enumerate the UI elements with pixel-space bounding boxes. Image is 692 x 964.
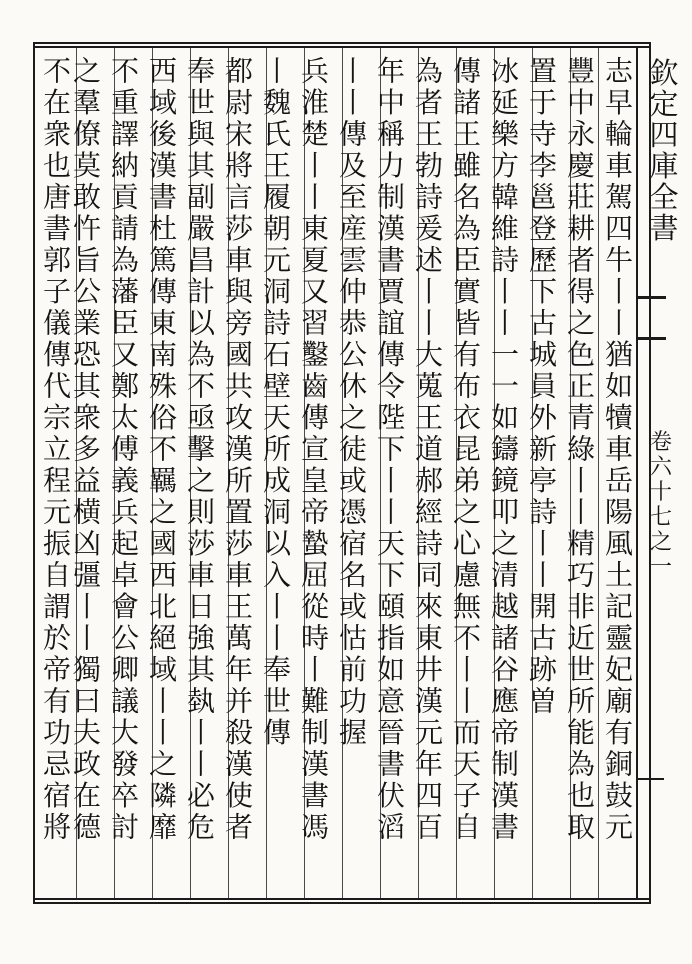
margin-title-char: 全 [649,180,679,214]
text-column-7 [370,56,408,896]
margin-juan-char: 十 [649,480,672,505]
text-column-13 [142,56,180,896]
column-text: 丨丨傳及至産雲仲恭公休之徒或憑宿名或怙前功握 [335,56,368,749]
column-text: 傳諸王雖名為臣實皆有布衣昆弟之心慮無不丨丨而天子自 [449,56,482,844]
margin-title-char: 定 [649,87,679,121]
text-column-8 [332,56,370,896]
column-text: 不重譯納貢請為藩臣又鄭太傅義兵起卓會公卿議大發卒討 [107,56,140,844]
column-text: 置于寺李邕登歷下古城員外新亭詩丨丨開古跡曽 [525,56,558,718]
text-column-10 [256,56,294,896]
text-column-9 [294,56,332,896]
column-text: 西域後漢書杜篤傳東南殊俗不羈之國西北絕域丨丨之隣靡 [145,56,178,844]
margin-title-char: 書 [649,211,679,245]
margin-book-title [641,58,687,244]
text-column-2 [560,56,598,896]
text-column-6 [408,56,446,896]
margin-divider [636,778,664,780]
text-column-12 [180,56,218,896]
text-column-5 [446,56,484,896]
column-text: 丨魏氏王履朝元洞詩石壁天所成洞以入丨丨奉世傳 [259,56,292,749]
margin-juan-char: 之 [649,530,672,555]
column-text: 之羣僚莫敢忤旨公業恐其衆多益横凶彊丨丨獨曰夫政在德 [69,56,102,844]
margin-title-char: 四 [649,118,679,152]
bottom-double-rule [33,898,651,900]
column-text: 年中稱力制漢書賈誼傳令陛下丨丨天下頤指如意晉書伏滔 [373,56,406,844]
column-text: 奉世與其副嚴昌計以為不亟擊之則莎車日強其埶丨丨必危 [183,56,216,844]
column-text: 志早輪車駕四牛丨丨猶如犢車岳陽風土記靈妃廟有銅鼓元 [601,56,634,844]
text-column-11 [218,56,256,896]
margin-juan-char: 一 [649,555,672,580]
margin-volume-number [639,430,683,580]
column-text: 兵淮楚丨丨東夏又習鑿齒傳宣皇帝蟄屈從時丨難制漢書馮 [297,56,330,844]
margin-title-char: 庫 [649,149,679,183]
text-column-1 [598,56,636,896]
column-text: 冰延樂方韓維詩丨丨一一如鑄鏡叩之清越諸谷應帝制漢書 [487,56,520,844]
column-text: 不在衆也唐書郭子儀傳代宗立程元振自謂於帝有功忌宿將 [39,56,72,844]
text-column-16 [36,56,74,896]
text-column-4 [484,56,522,896]
column-text: 為者王勃詩爰述丨丨大蒐王道郝經詩同來東井漢元年四百 [411,56,444,844]
text-column-14 [104,56,142,896]
fish-tail-mark [636,296,666,340]
margin-juan-char: 卷 [649,430,672,455]
margin-juan-char: 六 [649,455,672,480]
column-text: 都尉宋將言莎車與旁國共攻漢所置莎車王萬年并殺漢使者 [221,56,254,844]
column-text: 豐中永慶莊耕者得之色正青綠丨丨精巧非近世所能為也取 [563,56,596,844]
text-column-3 [522,56,560,896]
margin-title-char: 欽 [649,56,679,90]
margin-juan-char: 七 [649,505,672,530]
